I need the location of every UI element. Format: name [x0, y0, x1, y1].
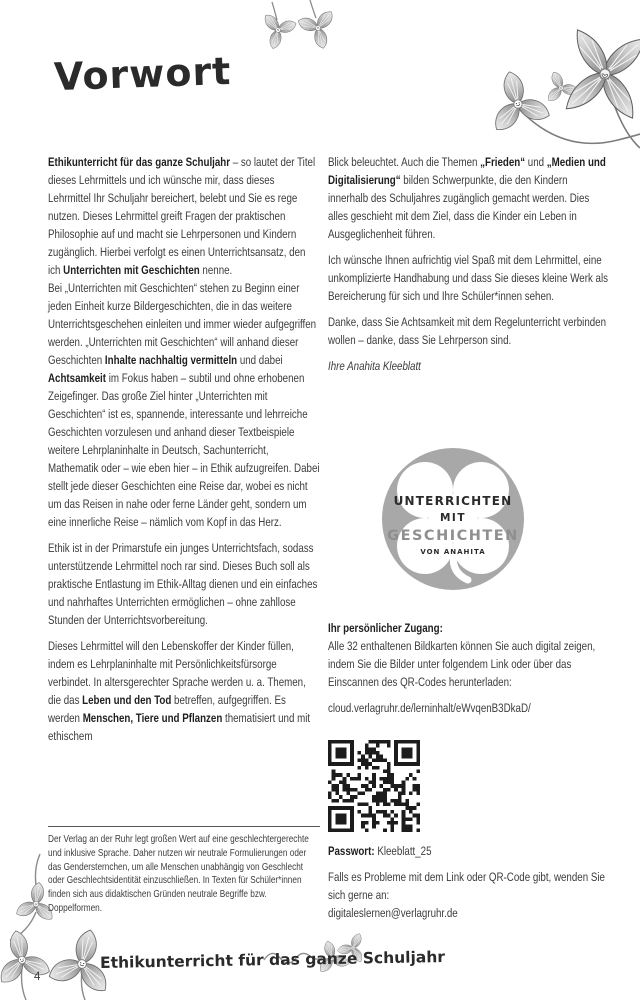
page-number: 4	[34, 971, 41, 983]
logo-line-3: GESCHICHTEN	[387, 528, 519, 544]
support-email[interactable]: digitaleslernen@verlagruhr.de	[328, 906, 458, 920]
footnote	[48, 826, 320, 924]
access-body: Alle 32 enthaltenen Bildkarten können Sie auch digital zeigen, indem Sie die Bilder unter folgendem Link oder über das Einscannen des QR-Codes herunterladen:	[328, 639, 596, 689]
logo-line-2: MIT	[439, 512, 467, 524]
page-title: Vorwort	[53, 48, 233, 100]
footer-book-title: Ethikunterricht für das ganze Schuljahr	[99, 947, 446, 973]
password-label: Passwort:	[328, 844, 375, 858]
themes-paragraph: Blick beleuchtet. Auch die Themen „Frieden“ und „Medien und Digitalisierung“ bilden Schwerpunkte, die den Kindern innerhalb des Schuljahres zugänglich gemacht werden. Dies alles geschieht mit dem Ziel, dass die Kinder ein Leben in Ausgeglichenheit führen.	[328, 155, 606, 241]
clover-flowers-top-right	[468, 12, 640, 162]
four-leaf-clover-logo	[378, 444, 528, 594]
logo-line-1: UNTERRICHTEN	[393, 494, 513, 508]
stories-paragraph: Bei „Unterrichten mit Geschichten“ stehen zu Beginn einer jeden Einheit kurze Bildergeschichten, die in das weitere Unterrichtsgeschehen einleiten und immer wieder aufgegriffen werden. „Unterrichten mit Geschichten“ will anhand dieser Geschichten Inhalte nachhaltig vermitteln und dabei Achtsamkeit im Fokus haben – subtil und ohne erhobenen Zeigefinger. Das große Ziel hinter „Unterrichten mit Geschichten“ ist es, spannende, interessante und lehrreiche Geschichten vorzulesen und anhand dieser Textbeispiele weitere Lehrplaninhalte in Deutsch, Sachunterricht, Mathematik oder – wie eben hier – in Ethik aufzugreifen. Dabei stellt jede dieser Geschichten eine Reise dar, wobei es nicht um das Reisen in nahe oder ferne Länder geht, sondern um eine innerliche Reise – nämlich vom Kopf in das Herz.	[48, 281, 320, 529]
download-link[interactable]: cloud.verlagruhr.de/lerninhalt/eWvqenB3DkaD/	[328, 701, 531, 715]
password-section	[328, 842, 610, 930]
logo-line-4: VON ANAHITA	[420, 548, 486, 556]
footnote-text: Der Verlag an der Ruhr legt großen Wert auf eine geschlechtergerechte und inklusive Sprache. Daher nutzen wir neutrale Formulierungen oder das Gendersternchen, um alle Menschen unabhängig von Geschlecht oder Geschlechtsidentität einzuschließen. In Texten für Schüler*innen finden sich aus didaktischen Gründen neutrale Begriffe bzw. Doppelformen.	[48, 834, 309, 914]
author-signature: Ihre Anahita Kleeblatt	[328, 359, 421, 373]
intro-paragraph: Ethikunterricht für das ganze Schuljahr – so lautet der Titel dieses Lehrmittels und ich wünsche mir, dass dieses Lehrmittel Ihr Schuljahr bereichert, belebt und Sie es rege nutzen. Dieses Lehrmittel greift Fragen der praktischen Philosophie auf und macht sie Lehrpersonen und Kindern zugänglich. Hierbei verfolgt es einen Unterrichtsansatz, den ich Unterrichten mit Geschichten nenne.	[48, 155, 316, 277]
ethics-paragraph: Ethik ist in der Primarstufe ein junges Unterrichtsfach, sodass unterstützende Lehrmittel noch rar sind. Dieses Buch soll als praktische Entlastung im Ethik-Alltag dienen und ein einfaches und nahrhaftes Unterrichten ermöglichen – ohne zahllose Stunden der Unterrichtsvorbereitung.	[48, 541, 318, 627]
lebenskoffer-paragraph: Dieses Lehrmittel will den Lebenskoffer der Kinder füllen, indem es Lehrplaninhalte mit Persönlichkeitsfürsorge verbindet. In altersgerechter Sprache werden u. a. Themen, die das Leben und den Tod betreffen, aufgegriffen. Es werden Menschen, Tiere und Pflanzen thematisiert und mit ethischem	[48, 639, 311, 743]
clover-flowers-top-center	[252, 0, 344, 52]
access-section	[328, 619, 610, 725]
support-text: Falls es Probleme mit dem Link oder QR-Code gibt, wenden Sie sich gerne an:	[328, 870, 605, 902]
qr-code	[328, 740, 420, 832]
right-column	[328, 153, 610, 383]
footnote-divider	[48, 826, 320, 827]
thanks-paragraph: Danke, dass Sie Achtsamkeit mit dem Regelunterricht verbinden wollen – danke, dass Sie Lehrperson sind.	[328, 315, 607, 347]
password-value: Kleeblatt_25	[377, 844, 432, 858]
wishes-paragraph: Ich wünsche Ihnen aufrichtig viel Spaß mit dem Lehrmittel, eine unkomplizierte Handhabung und dass Sie dieses kleine Werk als Bereicherung für sich und Ihre Schüler*innen sehen.	[328, 253, 609, 303]
password-line	[328, 842, 610, 860]
left-column	[48, 153, 320, 753]
access-heading: Ihr persönlicher Zugang:	[328, 621, 443, 635]
